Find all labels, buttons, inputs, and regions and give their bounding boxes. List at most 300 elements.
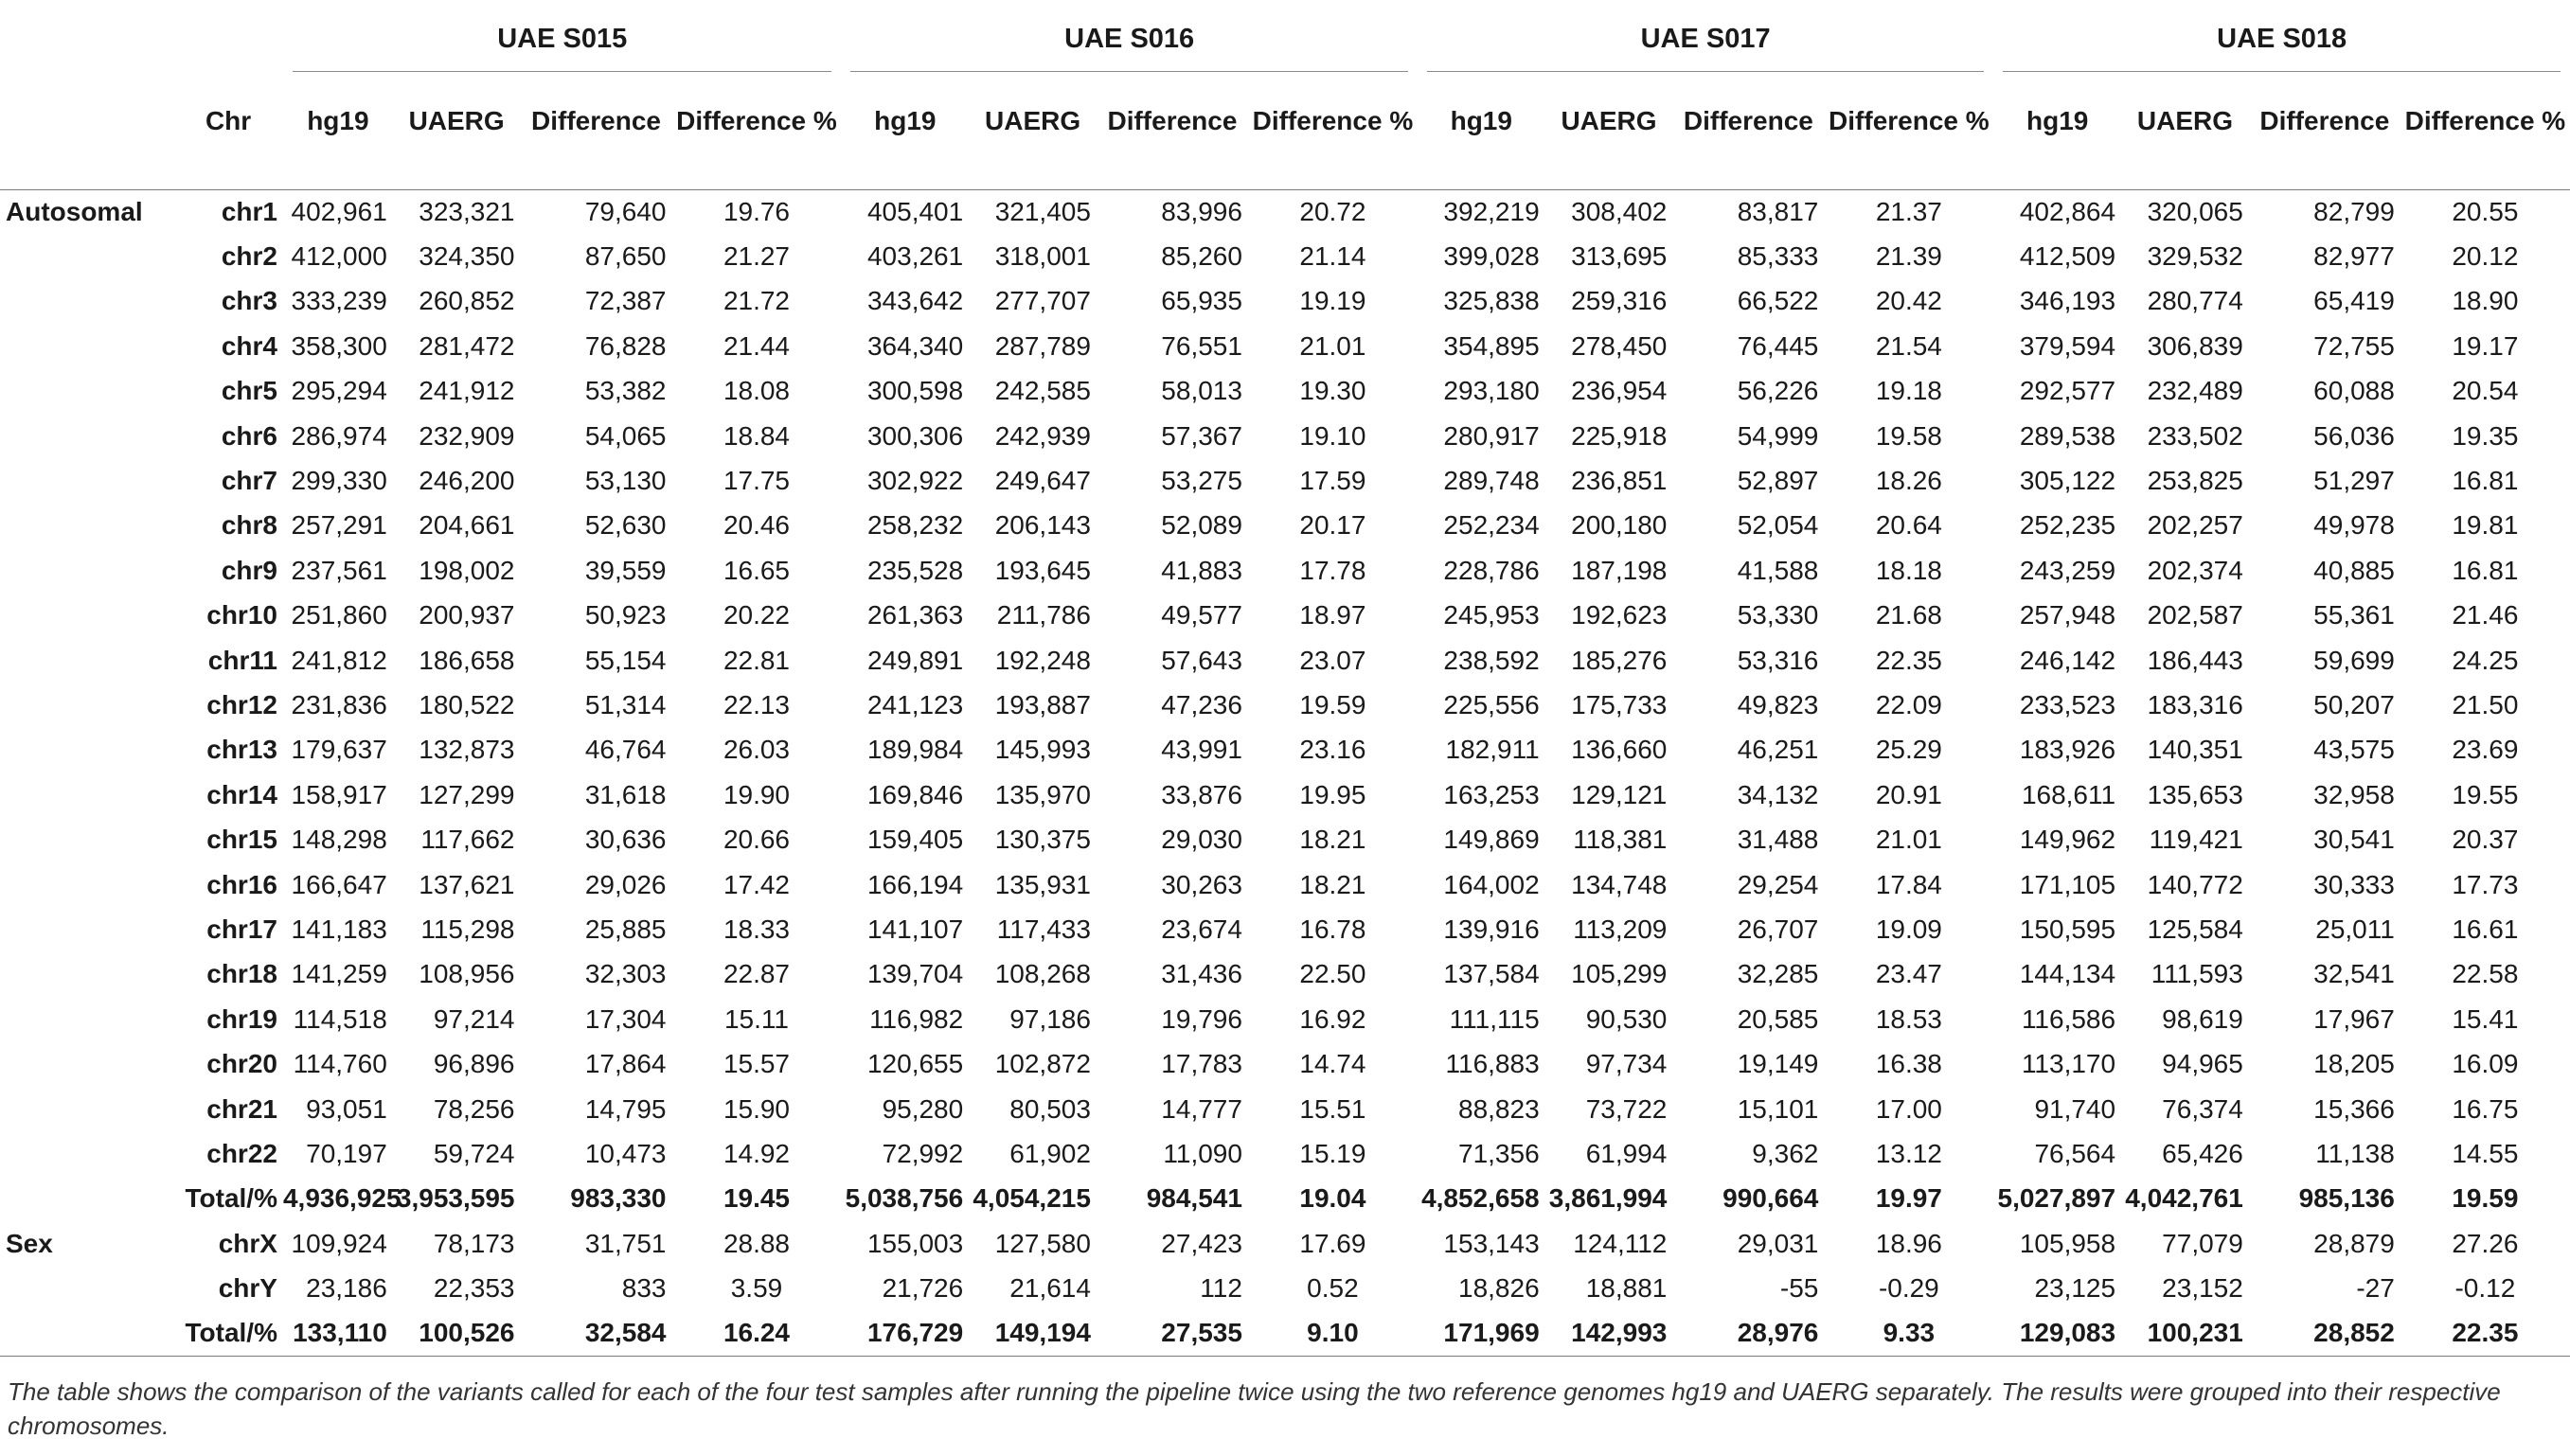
difference-percent-cell: 27.26: [2452, 1228, 2519, 1258]
difference-percent-cell: 21.50: [2452, 689, 2519, 719]
chromosome-label: chr1: [221, 196, 277, 226]
difference-percent-cell: 22.35: [2400, 1311, 2570, 1356]
value-cell: 23,125: [2034, 1273, 2116, 1304]
value-cell: 39,559: [584, 555, 667, 585]
value-cell: 18,881: [1585, 1273, 1668, 1304]
value-cell: 186,443: [2147, 645, 2243, 675]
sample-group-header: UAE S016: [841, 6, 1417, 72]
value-cell: 280,917: [1443, 420, 1540, 451]
difference-percent-cell: 9.10: [1248, 1311, 1418, 1356]
value-cell: 171,969: [1418, 1311, 1545, 1356]
value-cell: 192,623: [1571, 600, 1668, 630]
value-cell: 76,564: [2034, 1138, 2116, 1168]
value-cell: 325,838: [1443, 286, 1540, 316]
value-cell: 249,891: [866, 645, 964, 675]
difference-percent-cell: 15.41: [2452, 1003, 2519, 1034]
difference-percent-cell: 15.19: [1299, 1138, 1366, 1168]
value-cell: 59,724: [433, 1138, 515, 1168]
value-cell: 30,636: [584, 825, 667, 855]
total-row: [0, 1177, 2570, 1221]
column-header: hg19: [1993, 72, 2121, 189]
value-cell: 57,367: [1161, 420, 1242, 451]
table-row: [0, 594, 2570, 638]
category-label: [0, 638, 173, 683]
value-cell: 22,353: [433, 1273, 515, 1304]
value-cell: 56,036: [2313, 420, 2395, 451]
column-header: hg19: [1418, 72, 1545, 189]
value-cell: 66,522: [1737, 286, 1819, 316]
value-cell: 28,852: [2249, 1311, 2400, 1356]
column-header: Difference %: [2400, 72, 2570, 189]
value-cell: 4,852,658: [1421, 1183, 1540, 1214]
value-cell: 85,260: [1161, 241, 1242, 272]
value-cell: 305,122: [2019, 466, 2116, 496]
value-cell: 153,143: [1443, 1228, 1540, 1258]
difference-percent-cell: 19.04: [1299, 1183, 1366, 1214]
value-cell: 21,614: [1009, 1273, 1091, 1304]
difference-percent-cell: 15.57: [723, 1049, 791, 1079]
chromosome-label: Total/%: [173, 1311, 283, 1356]
column-header: Difference: [1097, 72, 1248, 189]
value-cell: 150,595: [2019, 914, 2116, 944]
value-cell: 412,000: [291, 241, 387, 272]
value-cell: 231,836: [291, 689, 387, 719]
table-row: [0, 279, 2570, 324]
value-cell: 299,330: [291, 466, 387, 496]
difference-percent-cell: 21.01: [1875, 825, 1942, 855]
value-cell: 17,967: [2313, 1003, 2395, 1034]
chromosome-label: chr20: [206, 1049, 277, 1079]
value-cell: 141,183: [291, 914, 387, 944]
value-cell: 289,538: [2019, 420, 2116, 451]
difference-percent-cell: 20.54: [2452, 376, 2519, 406]
value-cell: 118,381: [1573, 825, 1668, 855]
difference-percent-cell: 19.76: [723, 196, 791, 226]
category-label: [0, 907, 173, 951]
value-cell: 41,588: [1737, 555, 1819, 585]
sample-group-header: UAE S017: [1418, 6, 1993, 72]
value-cell: 23,186: [306, 1273, 387, 1304]
difference-percent-cell: 18.08: [723, 376, 791, 406]
value-cell: 202,587: [2147, 600, 2243, 630]
value-cell: 320,065: [2147, 196, 2243, 226]
column-header: hg19: [283, 72, 393, 189]
value-cell: 403,261: [866, 241, 964, 272]
difference-percent-cell: 16.61: [2452, 914, 2519, 944]
value-cell: 28,879: [2313, 1228, 2395, 1258]
value-cell: 56,226: [1737, 376, 1819, 406]
value-cell: 183,926: [2019, 735, 2116, 765]
value-cell: 142,993: [1545, 1311, 1673, 1356]
value-cell: 90,530: [1585, 1003, 1668, 1034]
value-cell: 17,783: [1161, 1049, 1242, 1079]
value-cell: 144,134: [2019, 959, 2116, 989]
value-cell: 65,419: [2313, 286, 2395, 316]
value-cell: 236,954: [1571, 376, 1668, 406]
difference-percent-cell: 16.81: [2452, 555, 2519, 585]
category-label: [0, 1177, 173, 1221]
value-cell: 111,593: [2151, 959, 2243, 989]
value-cell: 187,198: [1571, 555, 1668, 585]
difference-percent-cell: 22.35: [1875, 645, 1942, 675]
difference-percent-cell: 18.97: [1299, 600, 1366, 630]
difference-percent-cell: 16.81: [2452, 466, 2519, 496]
group-underline: [850, 71, 1407, 72]
value-cell: 11,138: [2315, 1138, 2395, 1168]
chromosome-label: chr4: [221, 330, 277, 361]
value-cell: 186,658: [419, 645, 515, 675]
difference-percent-cell: 20.22: [723, 600, 791, 630]
chromosome-label: chr22: [206, 1138, 277, 1168]
difference-percent-cell: 21.72: [723, 286, 791, 316]
table-row: [0, 189, 2570, 234]
value-cell: 990,664: [1722, 1183, 1819, 1214]
value-cell: 27,535: [1097, 1311, 1248, 1356]
value-cell: 23,674: [1161, 914, 1242, 944]
difference-percent-cell: 14.74: [1299, 1049, 1366, 1079]
value-cell: 242,585: [994, 376, 1091, 406]
value-cell: 200,180: [1571, 510, 1668, 541]
category-label: [0, 1087, 173, 1131]
value-cell: 3,861,994: [1548, 1183, 1668, 1214]
value-cell: 202,257: [2147, 510, 2243, 541]
difference-percent-cell: 23.47: [1875, 959, 1942, 989]
value-cell: 140,772: [2147, 869, 2243, 899]
table-caption: The table shows the comparison of the variants called for each of the four test samples after running the pipeline twice using the two reference genomes hg19 and UAERG separately. The results were grouped into their respective chromosomes.: [8, 1377, 2501, 1440]
value-cell: 127,580: [994, 1228, 1091, 1258]
value-cell: 30,263: [1161, 869, 1242, 899]
value-cell: 259,316: [1571, 286, 1668, 316]
value-cell: 27,423: [1161, 1228, 1242, 1258]
difference-percent-cell: 20.37: [2452, 825, 2519, 855]
value-cell: -55: [1779, 1273, 1819, 1304]
group-underline: [1427, 71, 1984, 72]
value-cell: 346,193: [2019, 286, 2116, 316]
value-cell: 179,637: [291, 735, 387, 765]
value-cell: 109,924: [291, 1228, 387, 1258]
difference-percent-cell: 22.87: [723, 959, 791, 989]
value-cell: 32,303: [584, 959, 667, 989]
chromosome-label: chr19: [206, 1003, 277, 1034]
value-cell: 228,786: [1443, 555, 1540, 585]
chromosome-label: chr13: [206, 735, 277, 765]
value-cell: 93,051: [306, 1093, 387, 1124]
value-cell: 306,839: [2147, 330, 2243, 361]
category-label: [0, 862, 173, 907]
value-cell: 52,089: [1161, 510, 1242, 541]
value-cell: 20,585: [1737, 1003, 1819, 1034]
value-cell: 412,509: [2019, 241, 2116, 272]
value-cell: 983,330: [570, 1183, 667, 1214]
value-cell: 105,299: [1571, 959, 1668, 989]
value-cell: 21,726: [882, 1273, 964, 1304]
value-cell: 97,734: [1585, 1049, 1668, 1079]
column-header: Difference: [1672, 72, 1824, 189]
value-cell: 333,239: [291, 286, 387, 316]
value-cell: 98,619: [2162, 1003, 2243, 1034]
table-row: [0, 414, 2570, 458]
value-cell: 18,826: [1458, 1273, 1540, 1304]
value-cell: 17,864: [584, 1049, 667, 1079]
difference-percent-cell: 18.21: [1299, 825, 1366, 855]
table-row: [0, 952, 2570, 997]
category-label: [0, 414, 173, 458]
value-cell: 136,660: [1571, 735, 1668, 765]
category-label: [0, 997, 173, 1041]
value-cell: 120,655: [866, 1049, 964, 1079]
column-header: Difference: [521, 72, 672, 189]
value-cell: 115,298: [420, 914, 515, 944]
value-cell: 129,083: [1993, 1311, 2121, 1356]
value-cell: 41,883: [1161, 555, 1242, 585]
difference-percent-cell: 19.10: [1299, 420, 1366, 451]
value-cell: 30,333: [2313, 869, 2395, 899]
value-cell: 11,090: [1163, 1138, 1242, 1168]
table-row: [0, 548, 2570, 593]
value-cell: 5,038,756: [845, 1183, 964, 1214]
difference-percent-cell: 20.64: [1875, 510, 1942, 541]
value-cell: 51,314: [584, 689, 667, 719]
category-label: [0, 324, 173, 368]
value-cell: 124,112: [1573, 1228, 1668, 1258]
value-cell: 379,594: [2019, 330, 2116, 361]
value-cell: 33,876: [1161, 779, 1242, 809]
category-header: [0, 72, 173, 189]
value-cell: 113,209: [1573, 914, 1668, 944]
difference-percent-cell: 22.09: [1875, 689, 1942, 719]
difference-percent-cell: 16.75: [2452, 1093, 2519, 1124]
value-cell: 130,375: [994, 825, 1091, 855]
value-cell: 399,028: [1443, 241, 1540, 272]
difference-percent-cell: 3.59: [730, 1273, 783, 1304]
category-label: [0, 504, 173, 548]
value-cell: 97,186: [1009, 1003, 1091, 1034]
category-label: [0, 1311, 173, 1356]
value-cell: 313,695: [1571, 241, 1668, 272]
value-cell: 129,121: [1571, 779, 1668, 809]
value-cell: 198,002: [419, 555, 515, 585]
value-cell: 233,523: [2019, 689, 2116, 719]
value-cell: 260,852: [419, 286, 515, 316]
value-cell: 241,123: [866, 689, 964, 719]
difference-percent-cell: 21.44: [723, 330, 791, 361]
value-cell: 232,909: [419, 420, 515, 451]
value-cell: 145,993: [994, 735, 1091, 765]
value-cell: 281,472: [419, 330, 515, 361]
value-cell: 91,740: [2034, 1093, 2116, 1124]
value-cell: 57,643: [1161, 645, 1242, 675]
value-cell: 50,923: [584, 600, 667, 630]
value-cell: 14,777: [1161, 1093, 1242, 1124]
table-row: [0, 324, 2570, 368]
difference-percent-cell: 21.68: [1875, 600, 1942, 630]
difference-percent-cell: 19.17: [2452, 330, 2519, 361]
column-header: Difference: [2249, 72, 2400, 189]
difference-percent-cell: 18.21: [1299, 869, 1366, 899]
value-cell: 242,939: [994, 420, 1091, 451]
value-cell: 308,402: [1571, 196, 1668, 226]
value-cell: 87,650: [584, 241, 667, 272]
value-cell: 135,931: [994, 869, 1091, 899]
difference-percent-cell: 19.30: [1299, 376, 1366, 406]
value-cell: 292,577: [2019, 376, 2116, 406]
value-cell: 82,799: [2313, 196, 2395, 226]
category-label: [0, 1131, 173, 1176]
sample-group-header: UAE S015: [283, 6, 842, 72]
value-cell: 251,860: [291, 600, 387, 630]
value-cell: 232,489: [2147, 376, 2243, 406]
value-cell: 364,340: [866, 330, 964, 361]
value-cell: 28,976: [1672, 1311, 1824, 1356]
header-spacer: [0, 6, 173, 72]
chromosome-label: chr15: [206, 825, 277, 855]
difference-percent-cell: 20.17: [1299, 510, 1366, 541]
difference-percent-cell: 22.50: [1299, 959, 1366, 989]
value-cell: 225,918: [1571, 420, 1668, 451]
value-cell: -27: [2356, 1273, 2395, 1304]
value-cell: 53,275: [1161, 466, 1242, 496]
chromosome-label: chr17: [206, 914, 277, 944]
value-cell: 405,401: [866, 196, 964, 226]
value-cell: 76,551: [1161, 330, 1242, 361]
difference-percent-cell: 20.46: [723, 510, 791, 541]
difference-percent-cell: 17.78: [1299, 555, 1366, 585]
category-label: [0, 369, 173, 414]
value-cell: 277,707: [994, 286, 1091, 316]
value-cell: 241,912: [419, 376, 515, 406]
value-cell: 72,992: [882, 1138, 964, 1168]
value-cell: 235,528: [866, 555, 964, 585]
category-label: [0, 279, 173, 324]
value-cell: 125,584: [2147, 914, 2243, 944]
value-cell: 116,883: [1445, 1049, 1540, 1079]
difference-percent-cell: 15.11: [723, 1003, 789, 1034]
chromosome-label: chr12: [206, 689, 277, 719]
chromosome-label: chr6: [221, 420, 277, 451]
value-cell: 116,586: [2021, 1003, 2116, 1034]
value-cell: 140,351: [2147, 735, 2243, 765]
value-cell: 343,642: [866, 286, 964, 316]
value-cell: 257,948: [2019, 600, 2116, 630]
value-cell: 83,817: [1737, 196, 1819, 226]
value-cell: 32,584: [521, 1311, 672, 1356]
value-cell: 238,592: [1443, 645, 1540, 675]
difference-percent-cell: 19.19: [1299, 286, 1366, 316]
value-cell: 323,321: [419, 196, 515, 226]
value-cell: 31,488: [1737, 825, 1819, 855]
value-cell: 4,042,761: [2125, 1183, 2243, 1214]
value-cell: 58,013: [1161, 376, 1242, 406]
value-cell: 252,235: [2019, 510, 2116, 541]
value-cell: 148,298: [291, 825, 387, 855]
category-label: [0, 772, 173, 817]
value-cell: 300,306: [866, 420, 964, 451]
difference-percent-cell: 18.84: [723, 420, 791, 451]
difference-percent-cell: 20.12: [2452, 241, 2519, 272]
value-cell: 100,231: [2121, 1311, 2249, 1356]
sample-group-header: UAE S018: [1993, 6, 2570, 72]
chromosome-label: chr3: [221, 286, 277, 316]
difference-percent-cell: 21.46: [2452, 600, 2519, 630]
difference-percent-cell: -0.29: [1878, 1273, 1939, 1304]
value-cell: 127,299: [419, 779, 515, 809]
value-cell: 168,611: [2021, 779, 2116, 809]
value-cell: 200,937: [419, 600, 515, 630]
header-group-row: [0, 6, 2570, 72]
value-cell: 329,532: [2147, 241, 2243, 272]
value-cell: 46,251: [1737, 735, 1819, 765]
table-row: [0, 997, 2570, 1041]
value-cell: 286,974: [291, 420, 387, 451]
column-header: Difference %: [1248, 72, 1418, 189]
value-cell: 135,970: [994, 779, 1091, 809]
value-cell: 53,330: [1737, 600, 1819, 630]
difference-percent-cell: 17.59: [1299, 466, 1366, 496]
difference-percent-cell: 28.88: [723, 1228, 791, 1258]
value-cell: 206,143: [994, 510, 1091, 541]
column-header: UAERG: [969, 72, 1097, 189]
value-cell: 80,503: [1009, 1093, 1091, 1124]
chromosome-label: chr21: [206, 1093, 277, 1124]
value-cell: 132,873: [419, 735, 515, 765]
value-cell: 94,965: [2162, 1049, 2243, 1079]
difference-percent-cell: 19.59: [1299, 689, 1366, 719]
value-cell: 82,977: [2313, 241, 2395, 272]
value-cell: 402,961: [291, 196, 387, 226]
value-cell: 49,978: [2313, 510, 2395, 541]
category-label: [0, 817, 173, 861]
table-row: [0, 369, 2570, 414]
value-cell: 18,205: [2313, 1049, 2395, 1079]
difference-percent-cell: 19.95: [1299, 779, 1366, 809]
difference-percent-cell: 20.91: [1875, 779, 1942, 809]
difference-percent-cell: 15.51: [1299, 1093, 1366, 1124]
table-row: [0, 907, 2570, 951]
value-cell: 49,823: [1737, 689, 1819, 719]
difference-percent-cell: 13.12: [1875, 1138, 1942, 1168]
value-cell: 202,374: [2147, 555, 2243, 585]
category-label: [0, 952, 173, 997]
column-header: UAERG: [2121, 72, 2249, 189]
difference-percent-cell: 21.27: [723, 241, 791, 272]
difference-percent-cell: 21.39: [1875, 241, 1942, 272]
value-cell: 112: [1200, 1273, 1242, 1304]
value-cell: 34,132: [1737, 779, 1819, 809]
difference-percent-cell: 16.78: [1299, 914, 1366, 944]
category-label: [0, 728, 173, 772]
value-cell: 40,885: [2313, 555, 2395, 585]
difference-percent-cell: 18.96: [1875, 1228, 1942, 1258]
value-cell: 54,999: [1737, 420, 1819, 451]
difference-percent-cell: 16.38: [1875, 1049, 1942, 1079]
value-cell: 135,653: [2147, 779, 2243, 809]
difference-percent-cell: 16.92: [1299, 1003, 1366, 1034]
difference-percent-cell: 21.14: [1299, 241, 1366, 272]
difference-percent-cell: 14.92: [723, 1138, 791, 1168]
table-row: [0, 683, 2570, 727]
difference-percent-cell: 20.55: [2452, 196, 2519, 226]
difference-percent-cell: 23.69: [2452, 735, 2519, 765]
value-cell: 49,577: [1161, 600, 1242, 630]
difference-percent-cell: 19.90: [723, 779, 791, 809]
value-cell: 237,561: [291, 555, 387, 585]
value-cell: 76,828: [584, 330, 667, 361]
value-cell: 318,001: [994, 241, 1091, 272]
value-cell: 253,825: [2147, 466, 2243, 496]
value-cell: 139,916: [1443, 914, 1540, 944]
value-cell: 25,011: [2315, 914, 2395, 944]
value-cell: 321,405: [994, 196, 1091, 226]
